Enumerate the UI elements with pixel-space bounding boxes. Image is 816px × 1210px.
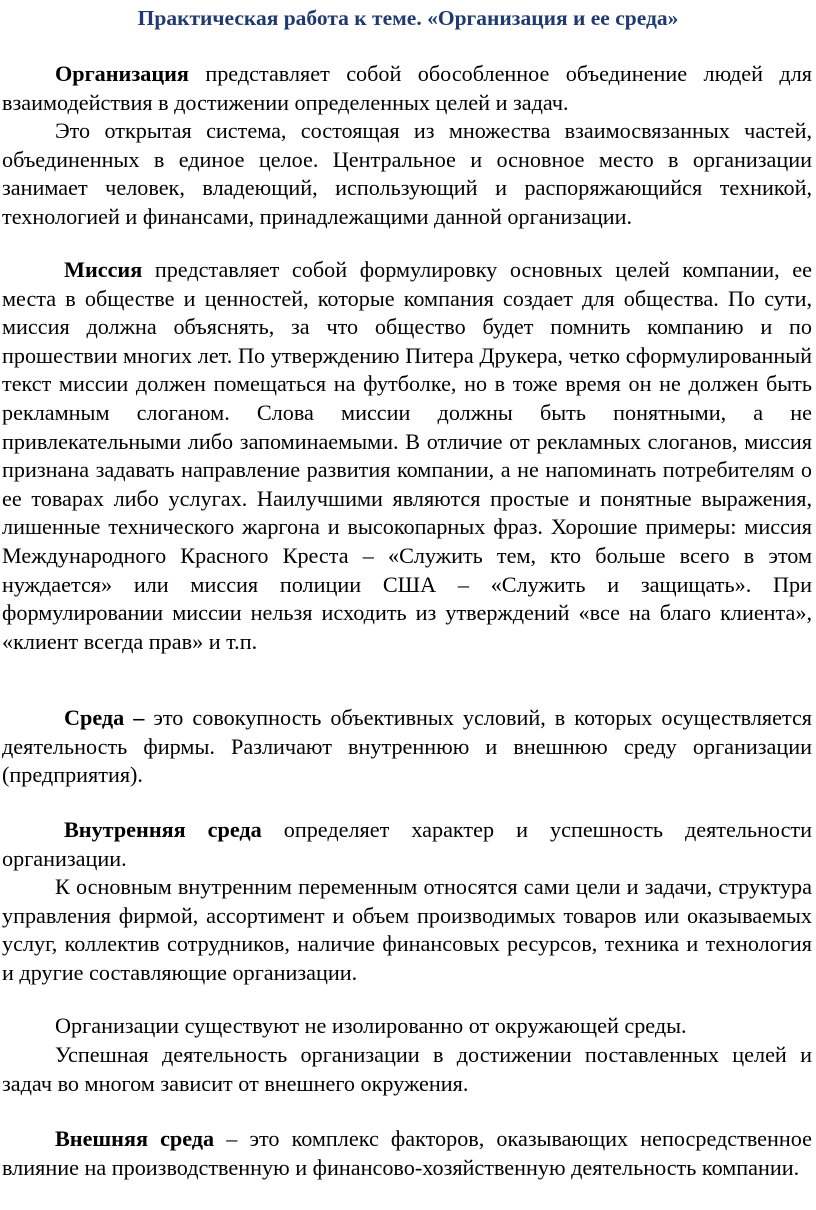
term-internal-environment: Внутренняя среда	[64, 817, 262, 842]
term-external-environment: Внешняя среда	[55, 1126, 215, 1151]
paragraph-text: представляет собой формулировку основных целей компании, ее места в обществе и ценностей, которые компания создает для общества. По сути, миссия должна объяснять, за что общество будет помнить компанию и по прошествии многих лет. По утверждению Питера Друкера, четко сформулированный текст миссии должен помещаться на футболке, но в тоже время он не должен быть рекламным слоганом. Слова миссии должны быть понятными, а не привлекательными либо запоминаемыми. В отличие от рекламных слоганов, миссия признана задавать направление развития компании, а не напоминать потребителям о ее товарах либо услугах. Наилучшими являются простые и понятные выражения, лишенные технического жаргона и высокопарных фраз. Хорошие примеры: миссия Международного Красного Креста – «Служить тем, кто больше всего в этом нуждается» или миссия полиции США – «Служить и защищать». При формулировании миссии нельзя исходить из утверждений «все на благо клиента», «клиент всегда прав» и т.п.	[2, 257, 812, 654]
paragraph-success	[2, 1041, 812, 1098]
term-organization: Организация	[55, 61, 189, 86]
paragraph-organization	[2, 60, 812, 117]
term-environment: Среда –	[64, 705, 145, 730]
paragraph-not-isolated	[2, 1012, 812, 1041]
paragraph-text: это совокупность объективных условий, в которых осуществляется деятельность фирмы. Различают внутреннюю и внешнюю среду организации (предприятия).	[2, 705, 812, 788]
paragraph-text: Это открытая система, состоящая из множества взаимосвязанных частей, объединенных в единое целое. Центральное и основное место в организации занимает человек, владеющий, использующий и распоряжающийся техникой, технологией и финансами, принадлежащими данной организации.	[2, 118, 812, 229]
paragraph-text: представляет собой обособленное объединение людей для взаимодействия в достижении определенных целей и задач.	[2, 61, 812, 115]
paragraph-environment	[2, 704, 812, 790]
document-title: Практическая работа к теме. «Организация и ее среда»	[137, 6, 679, 30]
paragraph-text: К основным внутренним переменным относятся сами цели и задачи, структура управления фирмой, ассортимент и объем производимых товаров или оказываемых услуг, коллектив сотрудников, наличие финансовых ресурсов, техника и технология и другие составляющие организации.	[2, 874, 812, 985]
term-mission: Миссия	[64, 257, 143, 282]
paragraph-text: Успешная деятельность организации в достижении поставленных целей и задач во многом зависит от внешнего окружения.	[2, 1042, 812, 1096]
paragraph-external-environment	[2, 1125, 812, 1182]
paragraph-text: определяет характер и успешность деятельности организации.	[2, 817, 812, 871]
paragraph-text: Организации существуют не изолированно от окружающей среды.	[55, 1013, 687, 1038]
paragraph-internal-environment	[2, 816, 812, 873]
paragraph-open-system	[2, 117, 812, 231]
paragraph-text: – это комплекс факторов, оказывающих непосредственное влияние на производственную и финансово-хозяйственную деятельность компании.	[2, 1126, 812, 1180]
paragraph-internal-variables	[2, 873, 812, 987]
paragraph-mission	[2, 256, 812, 656]
